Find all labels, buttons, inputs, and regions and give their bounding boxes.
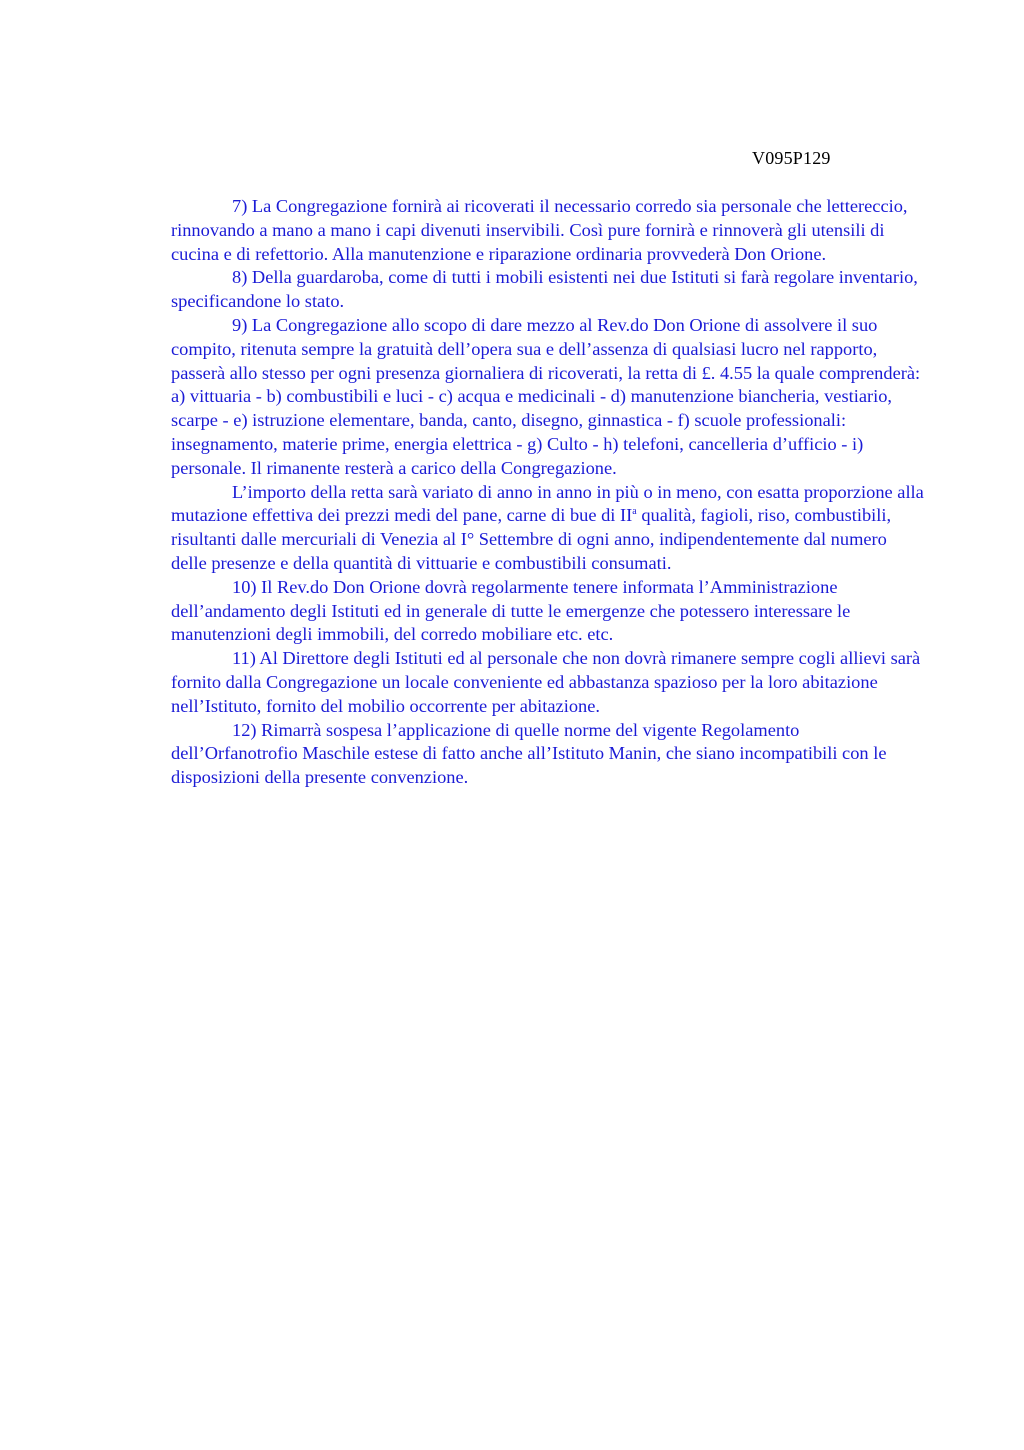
paragraph-11: 11) Al Direttore degli Istituti ed al personale che non dovrà rimanere sempre cogli allievi sarà fornito dalla Congregazione un locale conveniente ed abbastanza spazioso per la loro abitazione nell’Istituto, fornito del mobilio occorrente per abitazione. [171,648,921,716]
page-code: V095P129 [752,148,831,168]
document-body [171,195,926,790]
paragraph-10: 10) Il Rev.do Don Orione dovrà regolarmente tenere informata l’Amministrazione dell’andamento degli Istituti ed in generale di tutte le emergenze che potessero interessare le manutenzioni degli immobili, del corredo mobiliare etc. etc. [171,576,851,645]
paragraph-retta-text-before: L’importo della retta sarà variato di anno in anno in più o in meno, con esatta proporzione alla mutazione effettiva dei prezzi medi del pane, carne di bue di II [171,481,924,526]
paragraph-8: 8) Della guardaroba, come di tutti i mobili esistenti nei due Istituti si farà regolare inventario, specificandone lo stato. [171,267,918,312]
paragraph-7: 7) La Congregazione fornirà ai ricoverati il necessario corredo sia personale che lettereccio, rinnovando a mano a mano i capi divenuti inservibili. Così pure fornirà e rinnoverà gli utensili di cucina e di refettorio. Alla manutenzione e riparazione ordinaria provvederà Don Orione. [171,196,908,264]
paragraph-retta-importo [171,481,926,576]
paragraph-retta-text-after: qualità, fagioli, riso, combustibili, risultanti dalle mercuriali di Venezia al I° Settembre di ogni anno, indipendentemente dal numero delle presenze e della quantità di vittuarie e combustibili consumati. [171,505,892,573]
paragraph-12: 12) Rimarrà sospesa l’applicazione di quelle norme del vigente Regolamento dell’Orfanotrofio Maschile estese di fatto anche all’Istituto Manin, che siano incompatibili con le disposizioni della presente convenzione. [171,719,887,788]
paragraph-9: 9) La Congregazione allo scopo di dare mezzo al Rev.do Don Orione di assolvere il suo compito, ritenuta sempre la gratuità dell’opera sua e dell’assenza di qualsiasi lucro nel rapporto, passerà allo stesso per ogni presenza giornaliera di ricoverati, la retta di £. 4.55 la quale comprenderà: a) vittuaria - b) combustibili e luci - c) acqua e medicinali - d) manutenzione biancheria, vestiario, scarpe - e) istruzione elementare, banda, canto, disegno, ginnastica - f) scuole professionali: insegnamento, materie prime, energia elettrica - g) Culto - h) telefoni, cancelleria d’ufficio - i) personale. Il rimanente resterà a carico della Congregazione. [171,314,921,478]
superscript-ordinal: a [632,506,637,518]
